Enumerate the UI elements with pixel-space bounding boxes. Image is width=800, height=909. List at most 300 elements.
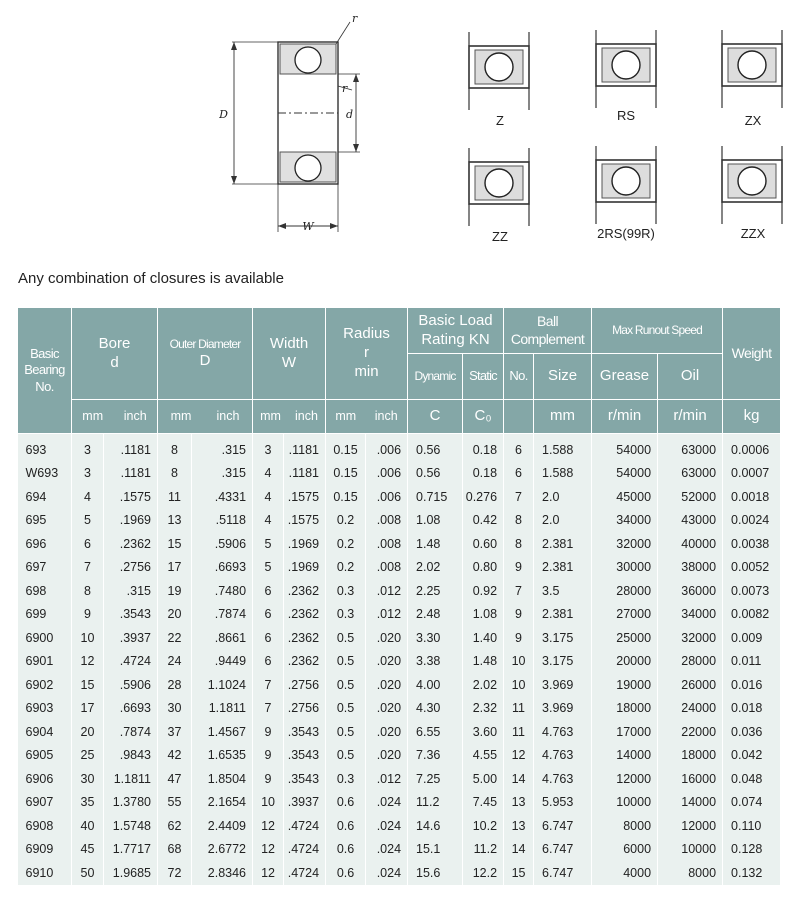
- cell-weight: 0.0006: [723, 434, 781, 462]
- cell-ball-size: 3.969: [534, 697, 592, 721]
- cell-bore-inch: .2362: [104, 532, 158, 556]
- table-row: [18, 579, 781, 603]
- cell-outer-mm: 20: [158, 603, 192, 627]
- cell-oil-speed: 43000: [658, 509, 723, 533]
- cell-radius-inch: .008: [366, 532, 408, 556]
- cell-width-inch: .2362: [284, 626, 326, 650]
- cell-bearing-no: 6905: [18, 744, 72, 768]
- cell-dynamic-load: 11.2: [408, 791, 463, 815]
- cell-outer-mm: 62: [158, 814, 192, 838]
- unit-inch: inch: [295, 408, 318, 423]
- cell-oil-speed: 34000: [658, 603, 723, 627]
- cell-radius-mm: 0.3: [326, 579, 366, 603]
- cell-radius-inch: .012: [366, 767, 408, 791]
- cell-width-mm: 6: [253, 650, 284, 674]
- cell-grease-speed: 34000: [592, 509, 658, 533]
- cell-bore-inch: .3937: [104, 626, 158, 650]
- cell-width-mm: 7: [253, 697, 284, 721]
- cell-outer-inch: .4331: [192, 485, 253, 509]
- cell-static-load: 0.60: [463, 532, 504, 556]
- cell-width-mm: 6: [253, 579, 284, 603]
- cell-outer-mm: 68: [158, 838, 192, 862]
- cell-static-load: 0.18: [463, 434, 504, 462]
- cell-ball-size: 2.381: [534, 603, 592, 627]
- cell-width-inch: .1181: [284, 462, 326, 486]
- cell-width-mm: 12: [253, 838, 284, 862]
- cell-bearing-no: 694: [18, 485, 72, 509]
- table-row: [18, 697, 781, 721]
- table-row: [18, 626, 781, 650]
- cell-radius-inch: .006: [366, 485, 408, 509]
- closure-label: Z: [496, 113, 504, 128]
- cell-ball-size: 2.0: [534, 509, 592, 533]
- cell-outer-inch: 2.1654: [192, 791, 253, 815]
- header-width: [253, 308, 326, 400]
- closure-rs: [596, 30, 656, 108]
- cell-static-load: 1.08: [463, 603, 504, 627]
- cell-weight: 0.042: [723, 744, 781, 768]
- header-outer: [158, 308, 253, 400]
- cell-outer-inch: .7480: [192, 579, 253, 603]
- cell-bearing-no: 6909: [18, 838, 72, 862]
- cell-radius-mm: 0.15: [326, 434, 366, 462]
- cell-grease-speed: 54000: [592, 434, 658, 462]
- cell-radius-inch: .020: [366, 673, 408, 697]
- cell-grease-speed: 19000: [592, 673, 658, 697]
- cell-oil-speed: 10000: [658, 838, 723, 862]
- cell-ball-size: 1.588: [534, 434, 592, 462]
- cell-grease-speed: 14000: [592, 744, 658, 768]
- closure-label: ZZ: [492, 229, 508, 244]
- cell-width-mm: 12: [253, 861, 284, 885]
- cell-oil-speed: 16000: [658, 767, 723, 791]
- cell-outer-mm: 24: [158, 650, 192, 674]
- bearing-spec-table: [17, 307, 781, 885]
- cell-outer-inch: 1.1024: [192, 673, 253, 697]
- cell-bearing-no: 695: [18, 509, 72, 533]
- cell-ball-size: 3.969: [534, 673, 592, 697]
- table-row: [18, 556, 781, 580]
- header-load: Basic Load Rating KN: [408, 308, 504, 354]
- cell-bore-mm: 45: [72, 838, 104, 862]
- table-row: [18, 603, 781, 627]
- cell-ball-size: 3.175: [534, 650, 592, 674]
- header-no-units: [504, 400, 534, 434]
- cell-ball-no: 13: [504, 814, 534, 838]
- header-width-title: Width: [269, 334, 309, 352]
- d-label: d: [346, 108, 354, 121]
- header-width-sym: W: [281, 353, 297, 371]
- cell-ball-no: 10: [504, 673, 534, 697]
- cell-grease-speed: 28000: [592, 579, 658, 603]
- cell-width-inch: .3543: [284, 744, 326, 768]
- cell-width-inch: .1575: [284, 485, 326, 509]
- cell-outer-mm: 30: [158, 697, 192, 721]
- cell-ball-no: 7: [504, 485, 534, 509]
- cell-ball-no: 10: [504, 650, 534, 674]
- header-speed: Max Runout Speed: [592, 308, 723, 354]
- cell-radius-inch: .024: [366, 838, 408, 862]
- cell-ball-no: 11: [504, 720, 534, 744]
- main-bearing-section: [231, 22, 360, 232]
- cell-bearing-no: 696: [18, 532, 72, 556]
- cell-grease-speed: 25000: [592, 626, 658, 650]
- cell-bore-inch: 1.5748: [104, 814, 158, 838]
- header-static: Static: [463, 354, 504, 400]
- cell-radius-inch: .012: [366, 603, 408, 627]
- header-static-sym: C₀: [463, 400, 504, 434]
- cell-bearing-no: 6907: [18, 791, 72, 815]
- cell-outer-mm: 47: [158, 767, 192, 791]
- cell-oil-speed: 40000: [658, 532, 723, 556]
- cell-radius-inch: .012: [366, 579, 408, 603]
- cell-ball-size: 6.747: [534, 838, 592, 862]
- cell-width-inch: .3937: [284, 791, 326, 815]
- cell-oil-speed: 52000: [658, 485, 723, 509]
- cell-bore-mm: 17: [72, 697, 104, 721]
- cell-oil-speed: 24000: [658, 697, 723, 721]
- cell-ball-no: 9: [504, 603, 534, 627]
- cell-grease-speed: 45000: [592, 485, 658, 509]
- D-label: D: [219, 108, 228, 121]
- cell-radius-mm: 0.5: [326, 626, 366, 650]
- cell-weight: 0.048: [723, 767, 781, 791]
- cell-bore-mm: 50: [72, 861, 104, 885]
- cell-radius-inch: .020: [366, 626, 408, 650]
- table-row: [18, 650, 781, 674]
- cell-ball-size: 4.763: [534, 744, 592, 768]
- table-row: [18, 485, 781, 509]
- header-ball: Ball Complement: [504, 308, 592, 354]
- table-row: [18, 673, 781, 697]
- cell-width-mm: 7: [253, 673, 284, 697]
- cell-weight: 0.0052: [723, 556, 781, 580]
- cell-radius-mm: 0.15: [326, 485, 366, 509]
- cell-dynamic-load: 1.08: [408, 509, 463, 533]
- cell-oil-speed: 14000: [658, 791, 723, 815]
- cell-dynamic-load: 0.56: [408, 462, 463, 486]
- cell-dynamic-load: 7.25: [408, 767, 463, 791]
- cell-bore-inch: .1181: [104, 434, 158, 462]
- header-width-units: [253, 400, 326, 434]
- cell-radius-inch: .008: [366, 509, 408, 533]
- cell-outer-inch: 1.1811: [192, 697, 253, 721]
- cell-ball-size: 2.381: [534, 532, 592, 556]
- cell-weight: 0.0038: [723, 532, 781, 556]
- cell-weight: 0.132: [723, 861, 781, 885]
- cell-grease-speed: 12000: [592, 767, 658, 791]
- cell-width-mm: 10: [253, 791, 284, 815]
- cell-bore-mm: 6: [72, 532, 104, 556]
- cell-outer-mm: 17: [158, 556, 192, 580]
- cell-ball-no: 7: [504, 579, 534, 603]
- cell-width-mm: 4: [253, 485, 284, 509]
- cell-bore-inch: .1575: [104, 485, 158, 509]
- header-bore-title: Bore: [98, 334, 131, 352]
- cell-radius-mm: 0.6: [326, 814, 366, 838]
- cell-grease-speed: 10000: [592, 791, 658, 815]
- cell-bore-inch: 1.1811: [104, 767, 158, 791]
- cell-radius-mm: 0.5: [326, 744, 366, 768]
- cell-width-mm: 5: [253, 532, 284, 556]
- cell-outer-mm: 13: [158, 509, 192, 533]
- closure-zx: [722, 30, 782, 108]
- cell-oil-speed: 28000: [658, 650, 723, 674]
- cell-dynamic-load: 4.30: [408, 697, 463, 721]
- unit-inch: inch: [216, 408, 240, 423]
- cell-radius-mm: 0.5: [326, 697, 366, 721]
- cell-static-load: 0.18: [463, 462, 504, 486]
- cell-radius-inch: .020: [366, 744, 408, 768]
- cell-radius-mm: 0.3: [326, 767, 366, 791]
- header-ball-size: Size: [534, 354, 592, 400]
- cell-bearing-no: 6906: [18, 767, 72, 791]
- cell-width-inch: .1969: [284, 556, 326, 580]
- cell-bore-inch: .6693: [104, 697, 158, 721]
- cell-weight: 0.128: [723, 838, 781, 862]
- header-oil-unit: r/min: [658, 400, 723, 434]
- cell-radius-mm: 0.2: [326, 556, 366, 580]
- cell-weight: 0.0018: [723, 485, 781, 509]
- cell-weight: 0.0024: [723, 509, 781, 533]
- cell-weight: 0.036: [723, 720, 781, 744]
- table-row: [18, 720, 781, 744]
- cell-static-load: 2.32: [463, 697, 504, 721]
- cell-static-load: 12.2: [463, 861, 504, 885]
- cell-ball-no: 8: [504, 509, 534, 533]
- header-bore-sym: d: [110, 353, 119, 371]
- cell-radius-inch: .024: [366, 814, 408, 838]
- r-side-label: r: [342, 82, 348, 95]
- cell-bore-inch: .7874: [104, 720, 158, 744]
- cell-oil-speed: 63000: [658, 434, 723, 462]
- cell-ball-no: 12: [504, 744, 534, 768]
- cell-outer-inch: .8661: [192, 626, 253, 650]
- cell-bore-mm: 12: [72, 650, 104, 674]
- cell-bore-mm: 10: [72, 626, 104, 650]
- cell-ball-size: 3.5: [534, 579, 592, 603]
- cell-bore-mm: 3: [72, 462, 104, 486]
- cell-oil-speed: 12000: [658, 814, 723, 838]
- cell-ball-no: 13: [504, 791, 534, 815]
- cell-outer-mm: 28: [158, 673, 192, 697]
- table-row: [18, 791, 781, 815]
- cell-ball-size: 2.0: [534, 485, 592, 509]
- cell-oil-speed: 36000: [658, 579, 723, 603]
- cell-width-inch: .2362: [284, 579, 326, 603]
- header-outer-sym: D: [199, 351, 211, 369]
- cell-grease-speed: 8000: [592, 814, 658, 838]
- cell-bearing-no: 6903: [18, 697, 72, 721]
- cell-dynamic-load: 1.48: [408, 532, 463, 556]
- cell-oil-speed: 32000: [658, 626, 723, 650]
- cell-weight: 0.0082: [723, 603, 781, 627]
- header-dynamic-sym: C: [408, 400, 463, 434]
- cell-ball-no: 14: [504, 838, 534, 862]
- header-radius-sym: r: [364, 344, 370, 362]
- cell-weight: 0.011: [723, 650, 781, 674]
- header-oil: Oil: [658, 354, 723, 400]
- cell-bore-mm: 8: [72, 579, 104, 603]
- cell-ball-size: 1.588: [534, 462, 592, 486]
- cell-weight: 0.018: [723, 697, 781, 721]
- cell-width-inch: .2362: [284, 603, 326, 627]
- cell-outer-inch: 1.6535: [192, 744, 253, 768]
- unit-inch: inch: [123, 408, 147, 423]
- cell-bearing-no: 699: [18, 603, 72, 627]
- cell-outer-mm: 11: [158, 485, 192, 509]
- cell-outer-inch: 2.6772: [192, 838, 253, 862]
- unit-mm: mm: [82, 408, 104, 423]
- cell-dynamic-load: 0.715: [408, 485, 463, 509]
- cell-bore-inch: .3543: [104, 603, 158, 627]
- table-row: [18, 861, 781, 885]
- cell-dynamic-load: 7.36: [408, 744, 463, 768]
- cell-static-load: 1.48: [463, 650, 504, 674]
- cell-width-mm: 5: [253, 556, 284, 580]
- cell-weight: 0.0073: [723, 579, 781, 603]
- cell-bearing-no: W693: [18, 462, 72, 486]
- cell-outer-inch: 1.4567: [192, 720, 253, 744]
- header-radius-units: [326, 400, 408, 434]
- cell-outer-mm: 55: [158, 791, 192, 815]
- closure-label: 2RS(99R): [597, 226, 655, 241]
- cell-bearing-no: 6908: [18, 814, 72, 838]
- r-top-label: r: [352, 12, 358, 25]
- closure-zz: [469, 148, 529, 226]
- cell-grease-speed: 4000: [592, 861, 658, 885]
- cell-static-load: 2.02: [463, 673, 504, 697]
- cell-outer-mm: 8: [158, 462, 192, 486]
- cell-width-inch: .2756: [284, 697, 326, 721]
- cell-ball-size: 4.763: [534, 720, 592, 744]
- cell-ball-size: 6.747: [534, 861, 592, 885]
- closure-z: [469, 32, 529, 110]
- cell-width-inch: .1181: [284, 434, 326, 462]
- header-grease: Grease: [592, 354, 658, 400]
- cell-radius-mm: 0.5: [326, 720, 366, 744]
- cell-dynamic-load: 3.30: [408, 626, 463, 650]
- cell-radius-inch: .024: [366, 861, 408, 885]
- cell-outer-mm: 72: [158, 861, 192, 885]
- cell-bore-inch: .315: [104, 579, 158, 603]
- cell-width-mm: 12: [253, 814, 284, 838]
- header-size-unit: mm: [534, 400, 592, 434]
- cell-outer-mm: 22: [158, 626, 192, 650]
- cell-dynamic-load: 15.6: [408, 861, 463, 885]
- cell-width-mm: 9: [253, 744, 284, 768]
- cell-bore-inch: .5906: [104, 673, 158, 697]
- bearing-diagrams: [0, 0, 800, 260]
- cell-radius-inch: .006: [366, 462, 408, 486]
- cell-grease-speed: 54000: [592, 462, 658, 486]
- unit-mm: mm: [335, 408, 357, 423]
- cell-bore-inch: .1181: [104, 462, 158, 486]
- cell-ball-no: 9: [504, 556, 534, 580]
- cell-outer-mm: 19: [158, 579, 192, 603]
- cell-bore-inch: 1.7717: [104, 838, 158, 862]
- cell-dynamic-load: 3.38: [408, 650, 463, 674]
- cell-width-inch: .1969: [284, 532, 326, 556]
- header-outer-title: Outer Diameter: [169, 336, 241, 351]
- cell-oil-speed: 63000: [658, 462, 723, 486]
- cell-radius-inch: .006: [366, 434, 408, 462]
- closure-label: RS: [616, 108, 636, 123]
- cell-bore-mm: 25: [72, 744, 104, 768]
- cell-width-inch: .1575: [284, 509, 326, 533]
- header-radius-title: Radius: [343, 325, 390, 343]
- header-weight: Weight: [723, 308, 781, 400]
- cell-bore-mm: 30: [72, 767, 104, 791]
- cell-bearing-no: 6902: [18, 673, 72, 697]
- cell-bore-inch: .4724: [104, 650, 158, 674]
- cell-oil-speed: 38000: [658, 556, 723, 580]
- header-basic-bearing: Basic Bearing No.: [18, 308, 72, 434]
- cell-radius-inch: .020: [366, 720, 408, 744]
- cell-width-inch: .2756: [284, 673, 326, 697]
- table-row: [18, 434, 781, 462]
- cell-ball-no: 11: [504, 697, 534, 721]
- cell-outer-mm: 15: [158, 532, 192, 556]
- cell-outer-inch: 1.8504: [192, 767, 253, 791]
- cell-outer-inch: 2.8346: [192, 861, 253, 885]
- header-grease-unit: r/min: [592, 400, 658, 434]
- cell-ball-no: 15: [504, 861, 534, 885]
- cell-width-mm: 6: [253, 603, 284, 627]
- cell-oil-speed: 26000: [658, 673, 723, 697]
- header-bore-units: [72, 400, 158, 434]
- header-bore: [72, 308, 158, 400]
- cell-outer-inch: 2.4409: [192, 814, 253, 838]
- cell-bearing-no: 6900: [18, 626, 72, 650]
- cell-bearing-no: 6904: [18, 720, 72, 744]
- cell-outer-mm: 37: [158, 720, 192, 744]
- cell-static-load: 10.2: [463, 814, 504, 838]
- cell-bore-inch: 1.9685: [104, 861, 158, 885]
- cell-static-load: 5.00: [463, 767, 504, 791]
- cell-oil-speed: 8000: [658, 861, 723, 885]
- cell-static-load: 0.80: [463, 556, 504, 580]
- cell-radius-inch: .024: [366, 791, 408, 815]
- cell-dynamic-load: 15.1: [408, 838, 463, 862]
- closure-label: ZX: [744, 113, 762, 128]
- cell-oil-speed: 18000: [658, 744, 723, 768]
- cell-grease-speed: 6000: [592, 838, 658, 862]
- cell-width-inch: .4724: [284, 838, 326, 862]
- cell-static-load: 1.40: [463, 626, 504, 650]
- cell-grease-speed: 18000: [592, 697, 658, 721]
- cell-ball-no: 6: [504, 462, 534, 486]
- cell-weight: 0.074: [723, 791, 781, 815]
- closures-note: Any combination of closures is available: [18, 270, 284, 287]
- cell-radius-mm: 0.6: [326, 791, 366, 815]
- cell-radius-inch: .008: [366, 556, 408, 580]
- table-row: [18, 462, 781, 486]
- cell-outer-inch: .5118: [192, 509, 253, 533]
- cell-static-load: 0.276: [463, 485, 504, 509]
- cell-weight: 0.016: [723, 673, 781, 697]
- cell-bore-inch: .2756: [104, 556, 158, 580]
- cell-width-mm: 4: [253, 462, 284, 486]
- cell-radius-mm: 0.5: [326, 673, 366, 697]
- cell-bore-mm: 7: [72, 556, 104, 580]
- closure-label: ZZX: [740, 226, 766, 241]
- cell-bore-mm: 4: [72, 485, 104, 509]
- cell-width-inch: .4724: [284, 861, 326, 885]
- cell-grease-speed: 32000: [592, 532, 658, 556]
- cell-grease-speed: 20000: [592, 650, 658, 674]
- table-row: [18, 814, 781, 838]
